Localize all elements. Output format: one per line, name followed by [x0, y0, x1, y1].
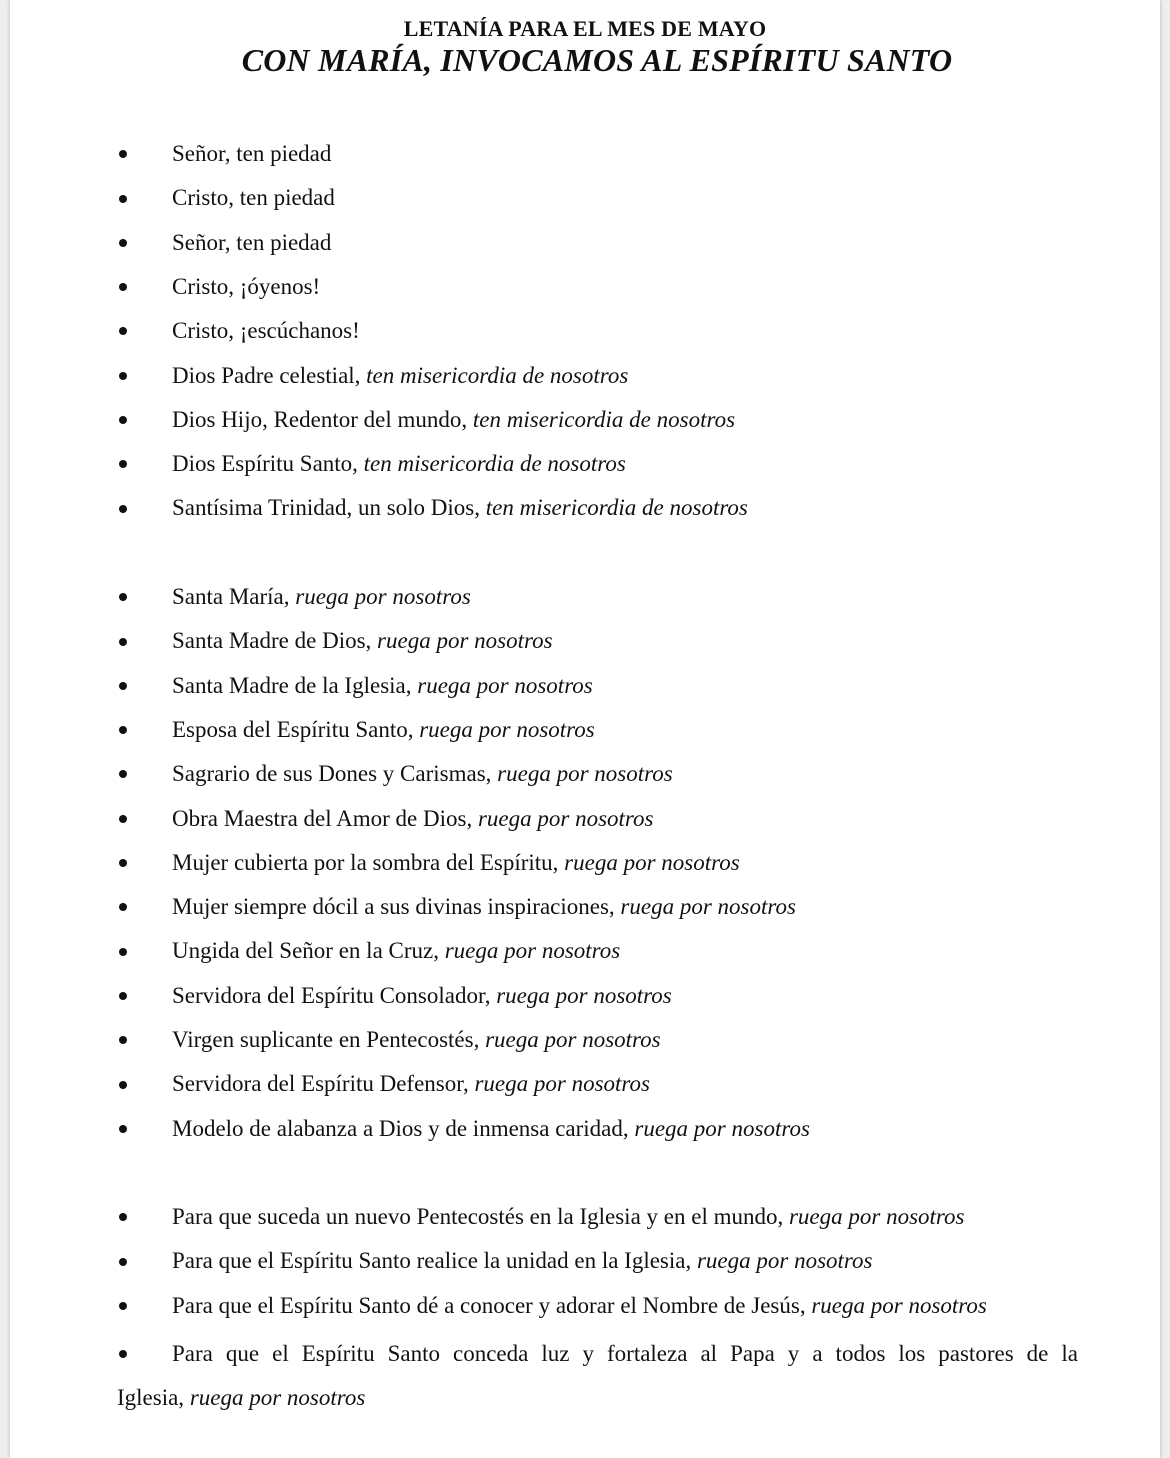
- litany-item: [10, 447, 1160, 481]
- bullet-icon: [115, 1023, 131, 1057]
- litany-item-content: [172, 137, 331, 171]
- litany-response: ruega por nosotros: [620, 894, 796, 920]
- litany-item: [10, 624, 1160, 658]
- litany-item-content: [172, 934, 620, 968]
- litany-response: ruega por nosotros: [496, 982, 672, 1008]
- litany-item-content: [172, 1023, 661, 1057]
- litany-item-text: Santa Madre de la Iglesia,: [172, 672, 418, 698]
- litany-item: [10, 491, 1160, 525]
- litany-item: [10, 314, 1160, 348]
- litany-response: ruega por nosotros: [474, 1071, 650, 1097]
- litany-item: [10, 1067, 1160, 1101]
- litany-item-text: Esposa del Espíritu Santo,: [172, 716, 420, 742]
- litany-item-content: [172, 359, 628, 393]
- litany-item-content: [172, 270, 320, 304]
- litany-item-content: [172, 447, 626, 481]
- litany-item-text: Para que el Espíritu Santo conceda luz y fortaleza al Papa y a todos los pastores de la: [172, 1341, 1078, 1366]
- bullet-icon: [115, 447, 131, 481]
- litany-item-last: [10, 1332, 1160, 1420]
- bullet-icon: [115, 226, 131, 260]
- litany-item: [10, 137, 1160, 171]
- litany-item: [10, 934, 1160, 968]
- litany-item: [10, 802, 1160, 836]
- litany-item-text: Modelo de alabanza a Dios y de inmensa caridad,: [172, 1115, 635, 1141]
- litany-item: [10, 979, 1160, 1013]
- litany-item-content: [172, 1200, 964, 1234]
- litany-item-content: [172, 713, 595, 747]
- document-page: [10, 0, 1160, 1458]
- litany-item: [10, 890, 1160, 924]
- bullet-icon: [115, 491, 131, 525]
- litany-item-text: Dios Padre celestial,: [172, 362, 367, 388]
- litany-response: ruega por nosotros: [377, 628, 553, 654]
- litany-item: [10, 1289, 1160, 1323]
- litany-item-text: Para que el Espíritu Santo dé a conocer y adorar el Nombre de Jesús,: [172, 1292, 812, 1318]
- bullet-icon: [115, 979, 131, 1013]
- litany-item-content: [172, 1244, 872, 1278]
- bullet-icon: [115, 580, 131, 614]
- litany-response: ruega por nosotros: [788, 1204, 965, 1229]
- bullet-icon: [115, 1332, 131, 1376]
- litany-item: [10, 580, 1160, 614]
- litany-item: [10, 270, 1160, 304]
- bullet-icon: [115, 846, 131, 880]
- litany-item-text: Cristo, ¡óyenos!: [172, 273, 321, 299]
- litany-item-content: [172, 1289, 987, 1323]
- litany-response: ruega por nosotros: [485, 1027, 661, 1052]
- litany-item-text: Cristo, ten piedad: [172, 185, 335, 211]
- litany-response: ruega por nosotros: [419, 716, 595, 742]
- litany-item: [10, 1200, 1160, 1234]
- litany-response: ruega por nosotros: [295, 584, 471, 609]
- litany-item-text: Mujer cubierta por la sombra del Espíritu,: [172, 849, 565, 875]
- bullet-icon: [115, 1067, 131, 1101]
- litany-item-content: [172, 580, 471, 614]
- bullet-icon: [115, 802, 131, 836]
- litany-item-content: [172, 314, 360, 348]
- litany-response: ten misericordia de nosotros: [363, 451, 626, 477]
- litany-item-content: [172, 757, 673, 791]
- litany-item-text: Señor, ten piedad: [172, 141, 332, 166]
- litany-response: ruega por nosotros: [634, 1115, 810, 1141]
- litany-item-content: [172, 491, 748, 525]
- bullet-icon: [115, 181, 131, 215]
- litany-item-text: Servidora del Espíritu Defensor,: [172, 1071, 475, 1097]
- litany-item: [10, 669, 1160, 703]
- litany-item-content: [172, 1112, 810, 1146]
- litany-item-text: Señor, ten piedad: [172, 229, 332, 255]
- litany-item-content: [172, 624, 553, 658]
- litany-item-text: Para que suceda un nuevo Pentecostés en la Iglesia y en el mundo,: [172, 1204, 789, 1229]
- litany-item-content: [172, 669, 593, 703]
- litany-item-content: [172, 846, 740, 880]
- litany-response: ruega por nosotros: [696, 1248, 873, 1274]
- bullet-icon: [115, 1200, 131, 1234]
- litany-item: [10, 757, 1160, 791]
- document-subtitle: CON MARÍA, INVOCAMOS AL ESPÍRITU SANTO: [241, 42, 953, 78]
- bullet-icon: [115, 137, 131, 171]
- litany-item-text: Dios Hijo, Redentor del mundo,: [172, 406, 473, 432]
- litany-response: ruega por nosotros: [564, 849, 740, 875]
- litany-item-content: [172, 1067, 650, 1101]
- bullet-icon: [115, 1244, 131, 1278]
- litany-item: [10, 1244, 1160, 1278]
- litany-item-text-continued: Iglesia,: [117, 1385, 190, 1410]
- bullet-icon: [115, 270, 131, 304]
- litany-item-content: [172, 181, 335, 215]
- litany-item-text: Servidora del Espíritu Consolador,: [172, 982, 497, 1008]
- litany-item-text: Santa Madre de Dios,: [172, 628, 378, 654]
- litany-item: [10, 713, 1160, 747]
- bullet-icon: [115, 1112, 131, 1146]
- litany-item: [10, 181, 1160, 215]
- litany-response: ruega por nosotros: [497, 761, 673, 787]
- litany-response: ruega por nosotros: [477, 805, 654, 831]
- litany-item: [10, 1023, 1160, 1057]
- bullet-icon: [115, 669, 131, 703]
- bullet-icon: [115, 624, 131, 658]
- litany-item-text: Santísima Trinidad, un solo Dios,: [172, 495, 486, 521]
- litany-item-text: Santa María,: [172, 584, 296, 609]
- litany-item: [10, 1112, 1160, 1146]
- bullet-icon: [115, 359, 131, 393]
- litany-item-text: Dios Espíritu Santo,: [172, 451, 364, 477]
- litany-item-text: Virgen suplicante en Pentecostés,: [172, 1027, 486, 1052]
- litany-item: [10, 359, 1160, 393]
- bullet-icon: [115, 713, 131, 747]
- litany-item-content: [172, 226, 331, 260]
- bullet-icon: [115, 1289, 131, 1323]
- litany-item-text: Cristo, ¡escúchanos!: [172, 318, 360, 344]
- litany-item-text: Obra Maestra del Amor de Dios,: [172, 805, 478, 831]
- litany-item: [10, 226, 1160, 260]
- litany-item-content: [172, 403, 735, 437]
- document-title: LETANÍA PARA EL MES DE MAYO: [403, 16, 767, 41]
- bullet-icon: [115, 314, 131, 348]
- litany-response: ruega por nosotros: [417, 672, 593, 698]
- litany-item-text: Ungida del Señor en la Cruz,: [172, 938, 445, 964]
- litany-item-text: Sagrario de sus Dones y Carismas,: [172, 761, 498, 787]
- litany-item-text: Para que el Espíritu Santo realice la unidad en la Iglesia,: [172, 1248, 697, 1274]
- litany-item-content: [172, 890, 796, 924]
- litany-response: ten misericordia de nosotros: [472, 406, 736, 432]
- litany-response: ruega por nosotros: [444, 938, 621, 964]
- bullet-icon: [115, 757, 131, 791]
- bullet-icon: [115, 934, 131, 968]
- litany-response: ten misericordia de nosotros: [366, 362, 629, 388]
- litany-item-content: [172, 802, 653, 836]
- litany-item-text: Mujer siempre dócil a sus divinas inspiraciones,: [172, 894, 621, 920]
- bullet-icon: [115, 403, 131, 437]
- litany-item: [10, 403, 1160, 437]
- litany-response: ten misericordia de nosotros: [485, 495, 748, 521]
- litany-response: ruega por nosotros: [189, 1385, 366, 1410]
- bullet-icon: [115, 890, 131, 924]
- litany-item: [10, 846, 1160, 880]
- litany-item-content: [172, 979, 672, 1013]
- litany-response: ruega por nosotros: [811, 1292, 987, 1318]
